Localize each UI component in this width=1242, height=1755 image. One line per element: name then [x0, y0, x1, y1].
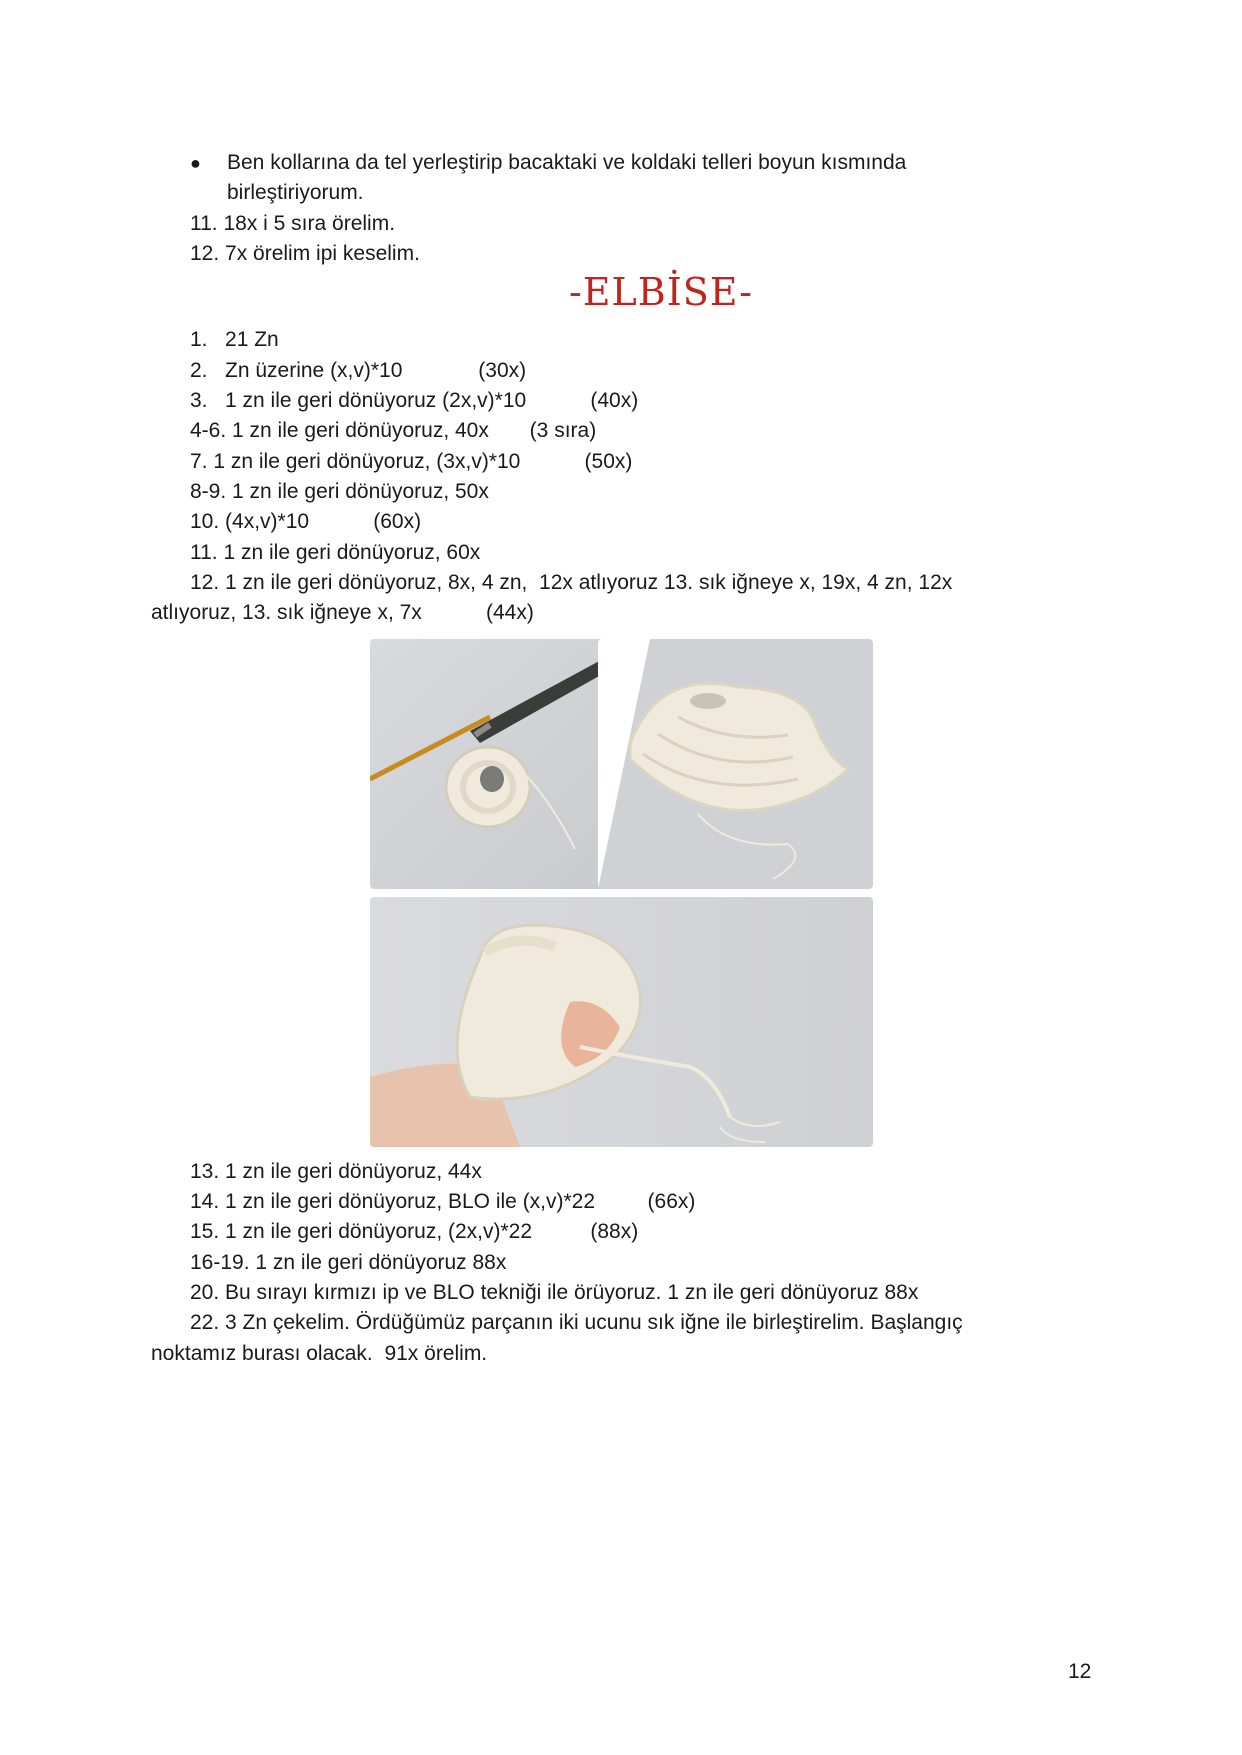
page-number: 12 — [1068, 1660, 1092, 1683]
photo-flat-piece — [598, 639, 873, 889]
bullet-glyph: ● — [190, 153, 201, 173]
elbise-step-14: 14. 1 zn ile geri dönüyoruz, BLO ile (x,v)*22 (66x) — [190, 1190, 696, 1213]
elbise-step-22-line1: 22. 3 Zn çekelim. Ördüğümüz parçanın iki ucunu sık iğne ile birleştirelim. Başlangıç — [190, 1311, 963, 1334]
elbise-step-2: 2. Zn üzerine (x,v)*10 (30x) — [190, 359, 527, 382]
elbise-step-8-9: 8-9. 1 zn ile geri dönüyoruz, 50x — [190, 480, 489, 503]
elbise-step-22-line2: noktamız burası olacak. 91x örelim. — [151, 1342, 488, 1365]
elbise-step-7: 7. 1 zn ile geri dönüyoruz, (3x,v)*10 (50x) — [190, 450, 633, 473]
elbise-step-16-19: 16-19. 1 zn ile geri dönüyoruz 88x — [190, 1251, 507, 1274]
bullet-text-line2: birleştiriyorum. — [227, 181, 364, 204]
photo-bodice-on-finger — [370, 897, 873, 1147]
elbise-step-1: 1. 21 Zn — [190, 328, 279, 351]
photo-flat-piece-svg — [598, 639, 873, 889]
elbise-step-20: 20. Bu sırayı kırmızı ip ve BLO tekniği ile örüyoruz. 1 zn ile geri dönüyoruz 88x — [190, 1281, 919, 1304]
photo-bodice-on-finger-svg — [370, 897, 873, 1147]
step-11: 11. 18x i 5 sıra örelim. — [190, 212, 396, 235]
elbise-step-12-line2: atlıyoruz, 13. sık iğneye x, 7x (44x) — [151, 601, 534, 624]
step-12: 12. 7x örelim ipi keselim. — [190, 242, 420, 265]
elbise-step-13: 13. 1 zn ile geri dönüyoruz, 44x — [190, 1160, 482, 1183]
section-title: -ELBİSE- — [568, 270, 754, 314]
bullet-text-line1: Ben kollarına da tel yerleştirip bacaktaki ve koldaki telleri boyun kısmında — [227, 151, 907, 174]
elbise-step-3: 3. 1 zn ile geri dönüyoruz (2x,v)*10 (40x) — [190, 389, 639, 412]
elbise-step-15: 15. 1 zn ile geri dönüyoruz, (2x,v)*22 (88x) — [190, 1220, 639, 1243]
elbise-step-11: 11. 1 zn ile geri dönüyoruz, 60x — [190, 541, 481, 564]
elbise-step-12-line1: 12. 1 zn ile geri dönüyoruz, 8x, 4 zn, 12x atlıyoruz 13. sık iğneye x, 19x, 4 zn, 12x — [190, 571, 953, 594]
elbise-step-10: 10. (4x,v)*10 (60x) — [190, 510, 422, 533]
elbise-step-4-6: 4-6. 1 zn ile geri dönüyoruz, 40x (3 sıra) — [190, 419, 597, 442]
